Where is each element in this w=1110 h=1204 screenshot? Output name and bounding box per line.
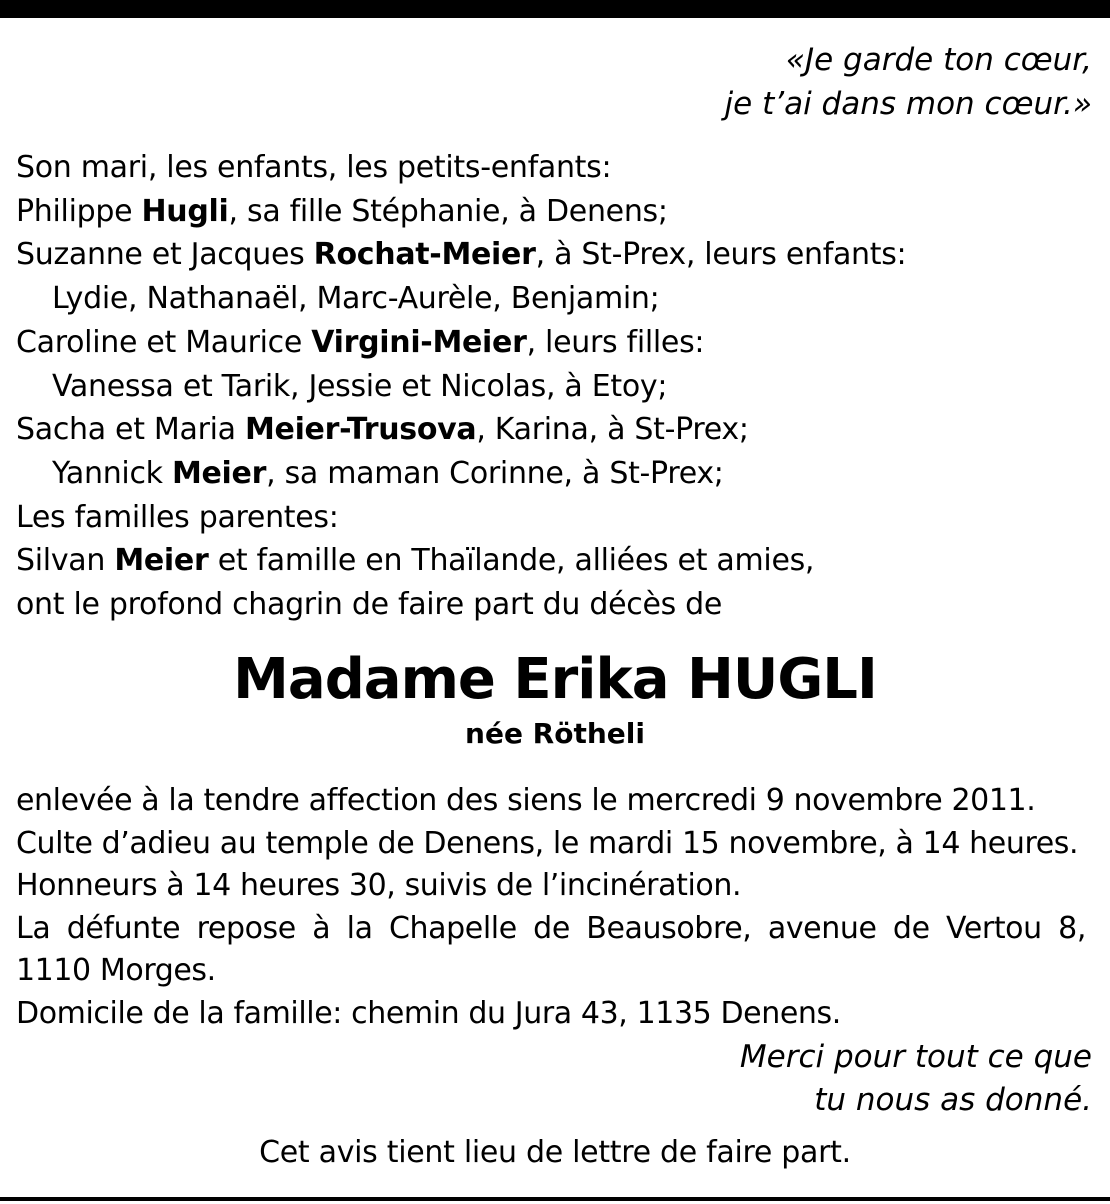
- announcement-line: Son mari, les enfants, les petits-enfants:: [16, 150, 612, 185]
- notice-text: Cet avis tient lieu de lettre de faire part.: [259, 1135, 851, 1170]
- bottom-rule: [0, 1197, 1110, 1201]
- announcement-text: Caroline et Maurice: [16, 324, 312, 360]
- details-paragraph: Honneurs à 14 heures 30, suivis de l’incinération.: [16, 868, 742, 903]
- announcement-line: Lydie, Nathanaël, Marc-Aurèle, Benjamin;: [52, 281, 660, 317]
- announcement-text: , leurs filles:: [526, 324, 705, 360]
- family-surname: Hugli: [141, 193, 229, 229]
- details-paragraph: enlevée à la tendre affection des siens le mercredi 9 novembre 2011.: [16, 783, 1036, 818]
- announcement-text: , sa fille Stéphanie, à Denens;: [228, 193, 668, 229]
- family-surname: Meier: [171, 455, 267, 491]
- family-surname: Virgini-Meier: [311, 324, 527, 360]
- top-rule: [0, 0, 1110, 18]
- announcement-line: Vanessa et Tarik, Jessie et Nicolas, à Etoy;: [52, 368, 668, 404]
- announcement-text: , à St-Prex, leurs enfants:: [535, 237, 907, 273]
- family-surname: Meier: [114, 543, 209, 579]
- announcement-line: [16, 233, 1096, 277]
- deceased-name: Madame Erika HUGLI: [233, 647, 877, 712]
- announcement-text: Sacha et Maria: [16, 412, 245, 448]
- deceased-name-block: [0, 646, 1110, 754]
- announcement-text: Yannick: [52, 455, 172, 491]
- epigraph-line-1: «Je garde ton cœur,: [785, 42, 1092, 78]
- closing-line-1: Merci pour tout ce que: [739, 1039, 1092, 1075]
- details-paragraph: Domicile de la famille: chemin du Jura 43, 1135 Denens.: [16, 995, 841, 1031]
- announcement-line: [16, 452, 1096, 496]
- announcement-line: [16, 190, 1096, 234]
- details-paragraph: La défunte repose à la Chapelle de Beausobre, avenue de Vertou 8, 1110 Morges.: [16, 910, 1086, 988]
- announcement-text: et famille en Thaïlande, alliées et amies,: [208, 543, 815, 579]
- family-surname: Meier-Trusova: [244, 412, 477, 448]
- announcement-text: , sa maman Corinne, à St-Prex;: [266, 455, 724, 491]
- announcement-line: [16, 408, 1096, 452]
- birth-name: née Rötheli: [465, 717, 645, 750]
- announcement-text: Philippe: [16, 193, 142, 229]
- announcement-text: Suzanne et Jacques: [16, 237, 314, 273]
- closing-line-2: tu nous as donné.: [814, 1082, 1092, 1118]
- closing-quote: [740, 1036, 1092, 1122]
- epigraph-quote: [725, 38, 1092, 126]
- family-surname: Rochat-Meier: [313, 237, 536, 273]
- announcement-line: [16, 321, 1096, 365]
- details-paragraph: Culte d’adieu au temple de Denens, le mardi 15 novembre, à 14 heures.: [16, 825, 1079, 861]
- announcement-line: ont le profond chagrin de faire part du décès de: [16, 587, 723, 623]
- announcement-line: Les familles parentes:: [16, 499, 339, 535]
- announcement-text: Silvan: [16, 543, 115, 579]
- epigraph-line-2: je t’ai dans mon cœur.»: [724, 86, 1092, 122]
- announcement-line: [16, 539, 1096, 583]
- announcement-text: , Karina, à St-Prex;: [476, 412, 749, 448]
- family-announcement: [16, 146, 1096, 627]
- funeral-details: [16, 780, 1086, 1035]
